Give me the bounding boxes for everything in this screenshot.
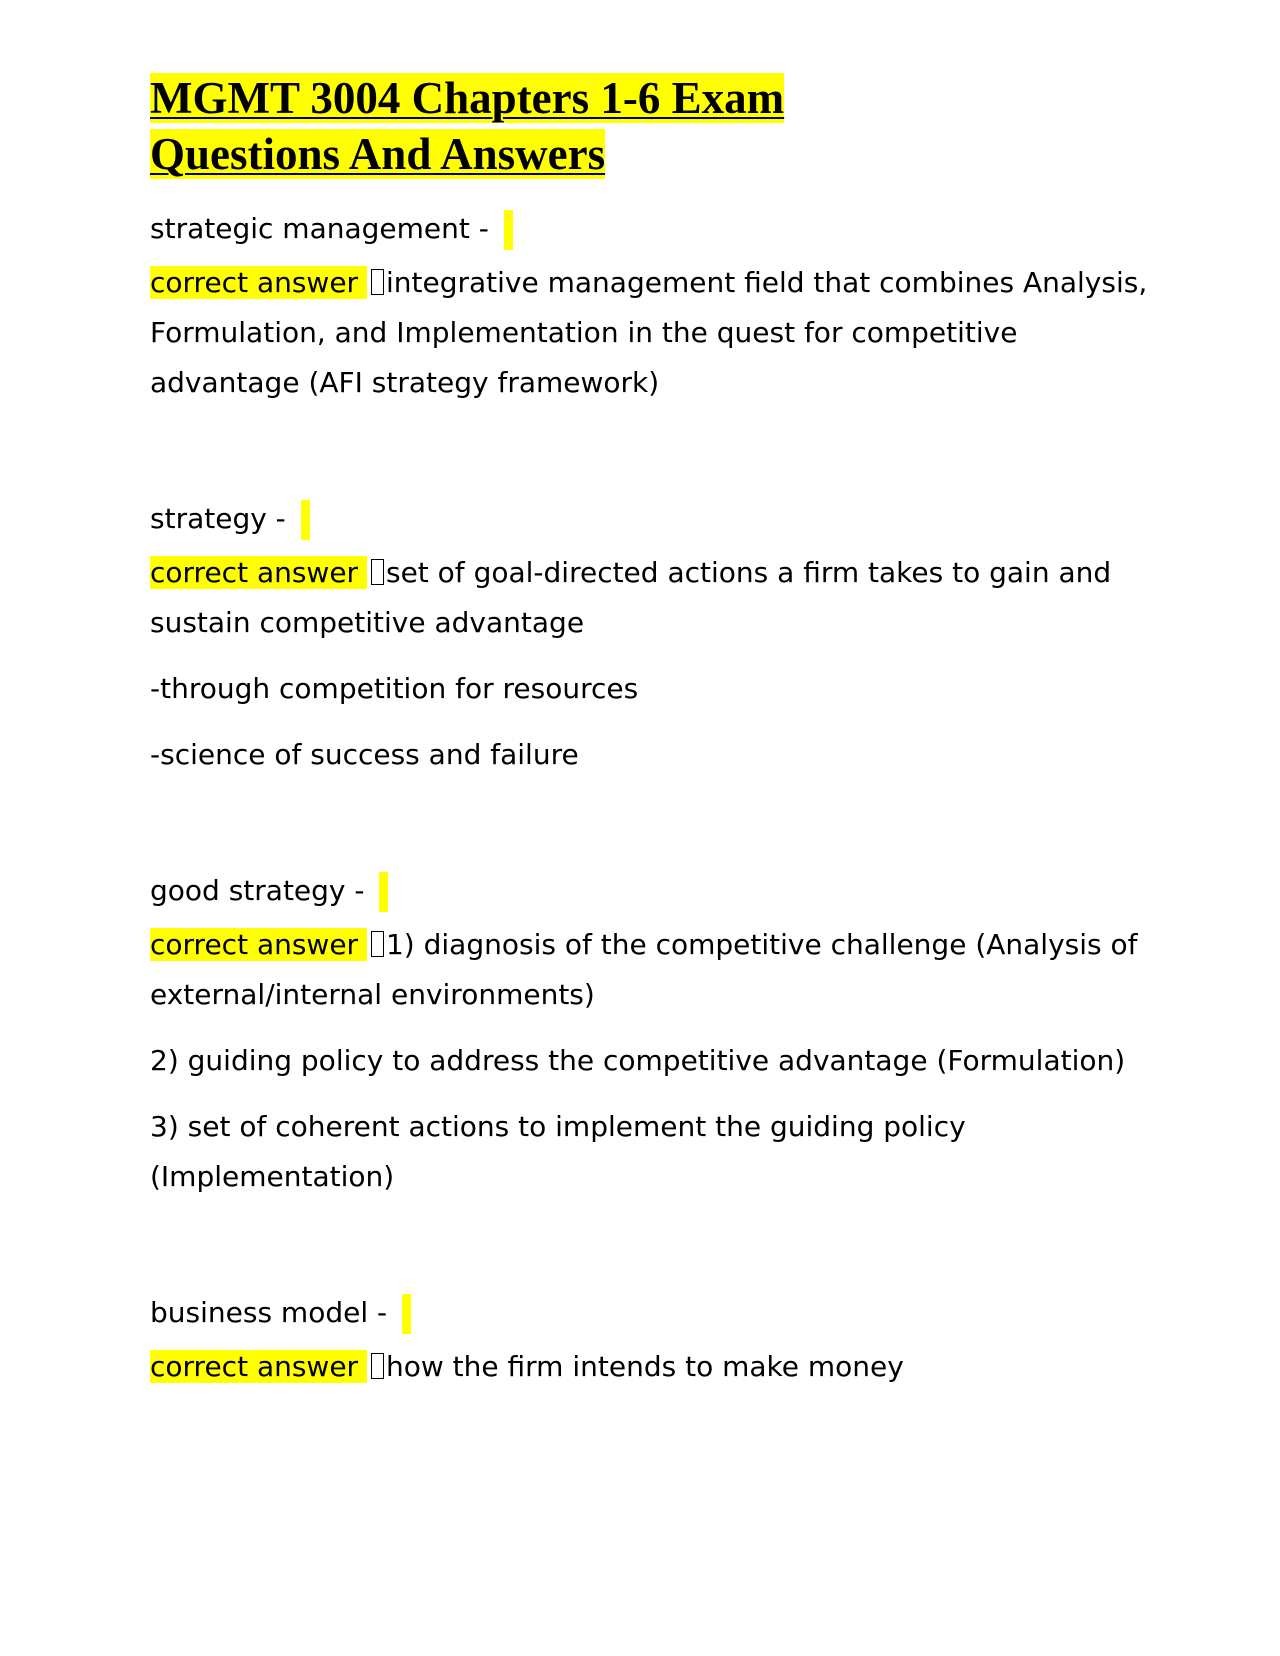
term [150,866,1150,916]
answer-label: correct answer [150,266,367,299]
missing-glyph-icon [371,931,384,957]
term-text: good strategy - [150,874,374,907]
answer-label: correct answer [150,928,367,961]
qa-entry-strategic-management [150,204,1150,408]
answer-text: set of goal-directed actions a firm takes to gain and sustain competitive advantage [150,556,1112,639]
answer-label: correct answer [150,1350,367,1383]
term [150,494,1150,544]
missing-glyph-icon [371,559,384,585]
answer-extra-line: -science of success and failure [150,738,579,771]
document-title [150,70,1150,182]
title-line-2: Questions And Answers [150,129,606,179]
answer-text: 1) diagnosis of the competitive challenge (Analysis of external/internal environments) [150,928,1138,1011]
term-text: strategic management - [150,212,498,245]
document-page [150,70,1150,1488]
highlight-marker [402,1294,411,1334]
qa-entry-strategy [150,494,1150,780]
answer-extra-line: 2) guiding policy to address the competitive advantage (Formulation) [150,1044,1126,1077]
answer-label: correct answer [150,556,367,589]
qa-entry-business-model [150,1288,1150,1392]
term [150,204,1150,254]
answer [150,548,1150,648]
qa-entry-good-strategy [150,866,1150,1202]
highlight-marker [379,872,388,912]
answer [150,258,1150,408]
title-line-1: MGMT 3004 Chapters 1-6 Exam [150,73,785,123]
term-text: business model - [150,1296,397,1329]
term [150,1288,1150,1338]
term-text: strategy - [150,502,295,535]
missing-glyph-icon [371,269,384,295]
answer-extra-line: -through competition for resources [150,672,639,705]
missing-glyph-icon [371,1353,384,1379]
answer [150,920,1150,1020]
answer-text: integrative management field that combines Analysis, Formulation, and Implementation in the quest for competitive advantage (AFI strategy framework) [150,266,1148,399]
highlight-marker [301,500,310,540]
answer-text: how the firm intends to make money [385,1350,904,1383]
highlight-marker [504,210,513,250]
answer-extra-line: 3) set of coherent actions to implement the guiding policy (Implementation) [150,1110,966,1193]
answer [150,1342,1150,1392]
